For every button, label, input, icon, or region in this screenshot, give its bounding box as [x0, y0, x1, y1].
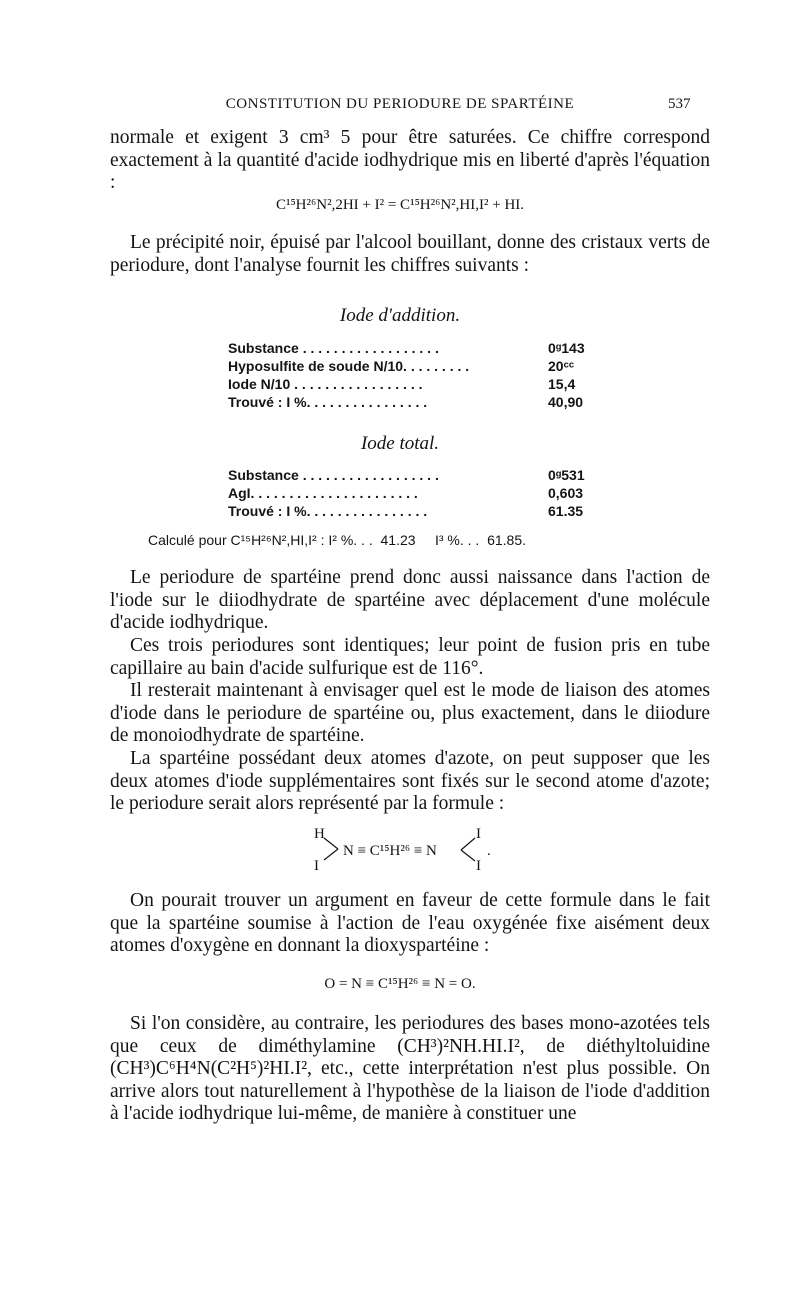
table-row-label: Trouvé : I %. . . . . . . . . . . . . . . . — [228, 503, 428, 519]
paragraph-7: On pourait trouver un argument en faveur de cette formule dans le fait que la spartéine soumise à l'action de l'eau oxygénée fixe aisément deux atomes d'oxygène en donnant la dioxyspartéine : — [110, 890, 710, 956]
table-row-value: 15,4 — [548, 376, 576, 392]
paragraph-3: Le periodure de spartéine prend donc aussi naissance dans l'action de l'iode sur le diiodhydrate de spartéine avec déplacement d'une molécule d'acide iodhydrique. — [110, 567, 710, 633]
running-header: CONSTITUTION DU PERIODURE DE SPARTÉINE — [225, 96, 575, 112]
table-row-value: 61.35 — [548, 503, 584, 519]
page-number: 537 — [668, 96, 691, 112]
formula-i-left: I — [314, 858, 319, 874]
paragraph-6: La spartéine possédant deux atomes d'azote, on peut supposer que les deux atomes d'iode supplémentaires sont fixés sur le second atome d'azote; le periodure serait alors représenté par la formule : — [110, 748, 710, 814]
paragraph-1: normale et exigent 3 cm³ 5 pour être saturées. Ce chiffre correspond exactement à la quantité d'acide iodhydrique mis en liberté d'après l'équation : — [110, 127, 710, 193]
formula-i-bottom: I — [476, 858, 481, 874]
calculated-values: Calculé pour C¹⁵H²⁶N²,HI,I² : I² %. . . 41.23 I³ %. . . 61.85. — [148, 532, 527, 548]
formula-dot: . — [487, 843, 491, 859]
paragraph-2: Le précipité noir, épuisé par l'alcool bouillant, donne des cristaux verts de periodure, dont l'analyse fournit les chiffres suivants : — [110, 232, 710, 276]
table-row-label: Trouvé : I %. . . . . . . . . . . . . . . . — [228, 394, 428, 410]
table-row-label: Hyposulfite de soude N/10. . . . . . . . . — [228, 358, 470, 374]
table-row-value: 20ᶜᶜ — [548, 358, 575, 374]
formula-bonds-left — [320, 834, 342, 864]
table-row-label: Substance . . . . . . . . . . . . . . . . . . — [228, 467, 439, 483]
table-row-value: 0ᵍ531 — [548, 467, 585, 483]
equation-1: C¹⁵H²⁶N²,2HI + I² = C¹⁵H²⁶N²,HI,I² + HI. — [275, 197, 525, 213]
section-title-addition: Iode d'addition. — [339, 305, 461, 326]
paragraph-8: Si l'on considère, au contraire, les periodures des bases mono-azotées tels que ceux de diméthylamine (CH³)²NH.HI.I², de diéthyltoluidine (CH³)C⁶H⁴N(C²H⁵)²HI.I², etc., cette interprétation n'est plus possible. On arrive alors tout naturellement à l'hypothèse de la liaison de l'iode d'addition à l'acide iodhydrique lui-même, de manière à constituer une — [110, 1013, 710, 1124]
table-row-label: AgI. . . . . . . . . . . . . . . . . . . . . . — [228, 485, 418, 501]
section-title-total: Iode total. — [360, 433, 440, 454]
formula-middle: N ≡ C¹⁵H²⁶ ≡ N — [343, 843, 437, 859]
formula-h: H — [314, 826, 325, 842]
table-row-value: 0,603 — [548, 485, 584, 501]
formula-i-top: I — [476, 826, 481, 842]
paragraph-4: Ces trois periodures sont identiques; leur point de fusion pris en tube capillaire au bain d'acide sulfurique est de 116°. — [110, 635, 710, 679]
table-row-value: 40,90 — [548, 394, 584, 410]
equation-2: O = N ≡ C¹⁵H²⁶ ≡ N = O. — [324, 976, 476, 992]
table-row-value: 0ᵍ143 — [548, 340, 585, 356]
table-row-label: Iode N/10 . . . . . . . . . . . . . . . . . — [228, 376, 423, 392]
table-row-label: Substance . . . . . . . . . . . . . . . . . . — [228, 340, 439, 356]
paragraph-5: Il resterait maintenant à envisager quel est le mode de liaison des atomes d'iode dans le periodure de spartéine ou, plus exactement, dans le diiodure de monoiodhydrate de spartéine. — [110, 680, 710, 746]
